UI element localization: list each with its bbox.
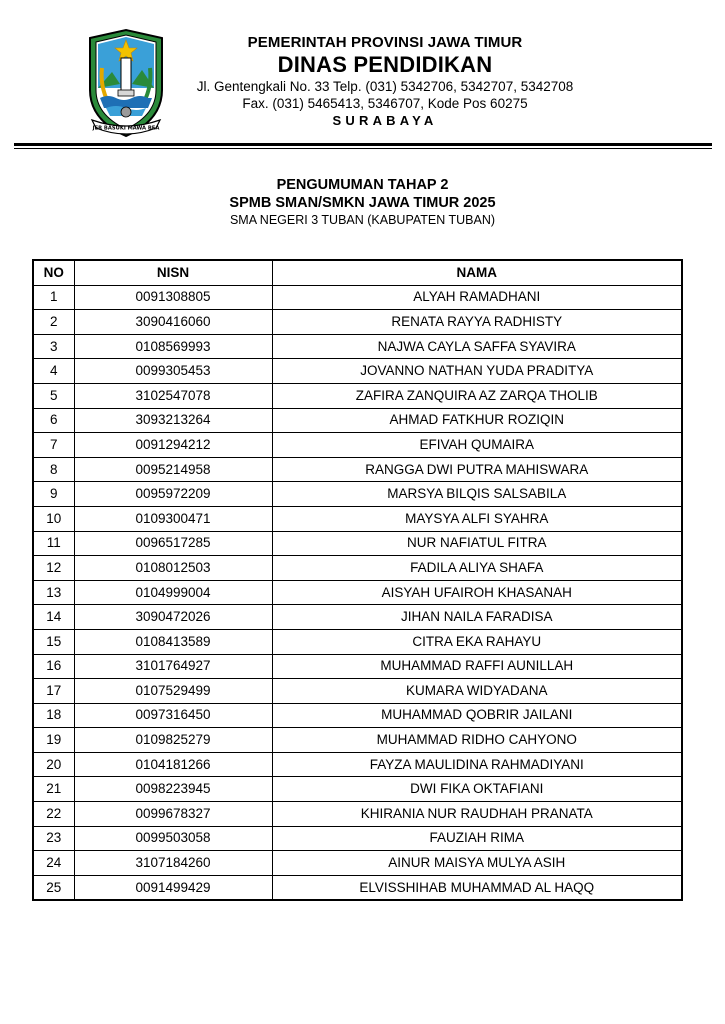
row-nama: DWI FIKA OKTAFIANI: [272, 777, 682, 802]
row-number: 24: [33, 851, 74, 876]
table-row: [33, 433, 682, 458]
table-row: [33, 457, 682, 482]
row-number: 15: [33, 629, 74, 654]
row-number: 9: [33, 482, 74, 507]
row-nama: MAYSYA ALFI SYAHRA: [272, 506, 682, 531]
row-number: 8: [33, 457, 74, 482]
department-name: DINAS PENDIDIKAN: [277, 52, 493, 77]
row-nama: ELVISSHIHAB MUHAMMAD AL HAQQ: [272, 875, 682, 900]
table-row: [33, 334, 682, 359]
table-row: [33, 728, 682, 753]
table-row: [33, 752, 682, 777]
row-number: 13: [33, 580, 74, 605]
row-nisn: 0095214958: [74, 457, 272, 482]
row-nisn: 0108413589: [74, 629, 272, 654]
row-nisn: 3090416060: [74, 310, 272, 335]
letterhead-divider-thin: [14, 148, 712, 149]
row-nama: RENATA RAYYA RADHISTY: [272, 310, 682, 335]
row-nama: NUR NAFIATUL FITRA: [272, 531, 682, 556]
row-nama: CITRA EKA RAHAYU: [272, 629, 682, 654]
row-number: 21: [33, 777, 74, 802]
row-nama: KUMARA WIDYADANA: [272, 679, 682, 704]
row-nisn: 0104181266: [74, 752, 272, 777]
row-nama: AISYAH UFAIROH KHASANAH: [272, 580, 682, 605]
table-row: [33, 408, 682, 433]
row-number: 12: [33, 556, 74, 581]
row-number: 7: [33, 433, 74, 458]
row-nama: MUHAMMAD RIDHO CAHYONO: [272, 728, 682, 753]
row-nisn: 0091499429: [74, 875, 272, 900]
row-nama: FAYZA MAULIDINA RAHMADIYANI: [272, 752, 682, 777]
row-number: 22: [33, 802, 74, 827]
letterhead: [180, 34, 590, 130]
table-row: [33, 531, 682, 556]
government-name: PEMERINTAH PROVINSI JAWA TIMUR: [247, 34, 523, 51]
table-row: [33, 802, 682, 827]
table-row: [33, 654, 682, 679]
row-number: 3: [33, 334, 74, 359]
row-number: 1: [33, 285, 74, 310]
row-nisn: 3107184260: [74, 851, 272, 876]
row-nisn: 0109825279: [74, 728, 272, 753]
row-nama: ZAFIRA ZANQUIRA AZ ZARQA THOLIB: [272, 383, 682, 408]
header-nisn: NISN: [74, 260, 272, 285]
header-nama: NAMA: [272, 260, 682, 285]
row-number: 17: [33, 679, 74, 704]
row-nama: FADILA ALIYA SHAFA: [272, 556, 682, 581]
row-nisn: 0104999004: [74, 580, 272, 605]
row-number: 10: [33, 506, 74, 531]
east-java-coat-of-arms-logo: [86, 28, 166, 140]
row-nisn: 0107529499: [74, 679, 272, 704]
row-nama: NAJWA CAYLA SAFFA SYAVIRA: [272, 334, 682, 359]
row-nisn: 0108569993: [74, 334, 272, 359]
table-row: [33, 285, 682, 310]
row-nama: EFIVAH QUMAIRA: [272, 433, 682, 458]
row-nisn: 3101764927: [74, 654, 272, 679]
table-row: [33, 679, 682, 704]
row-number: 20: [33, 752, 74, 777]
row-nama: AHMAD FATKHUR ROZIQIN: [272, 408, 682, 433]
school-name: SMA NEGERI 3 TUBAN (KABUPATEN TUBAN): [229, 213, 496, 227]
table-row: [33, 383, 682, 408]
table-row: [33, 580, 682, 605]
row-nama: MUHAMMAD RAFFI AUNILLAH: [272, 654, 682, 679]
row-nama: MUHAMMAD QOBRIR JAILANI: [272, 703, 682, 728]
row-number: 19: [33, 728, 74, 753]
table-header-row: [33, 260, 682, 285]
row-number: 5: [33, 383, 74, 408]
row-nisn: 0099503058: [74, 826, 272, 851]
row-nama: FAUZIAH RIMA: [272, 826, 682, 851]
row-nisn: 0098223945: [74, 777, 272, 802]
row-nisn: 0095972209: [74, 482, 272, 507]
table-row: [33, 556, 682, 581]
logo-motto: JER BASUKI MAWA BEA: [92, 125, 160, 132]
row-number: 2: [33, 310, 74, 335]
fax-line: Fax. (031) 5465413, 5346707, Kode Pos 60275: [242, 96, 528, 111]
student-list-table: [32, 259, 683, 901]
row-nisn: 3102547078: [74, 383, 272, 408]
row-nama: JOVANNO NATHAN YUDA PRADITYA: [272, 359, 682, 384]
row-nisn: 0091294212: [74, 433, 272, 458]
table-row: [33, 851, 682, 876]
row-nama: MARSYA BILQIS SALSABILA: [272, 482, 682, 507]
address-line: Jl. Gentengkali No. 33 Telp. (031) 5342706, 5342707, 5342708: [196, 79, 574, 94]
table-row: [33, 359, 682, 384]
header-no: NO: [33, 260, 74, 285]
table-row: [33, 777, 682, 802]
row-nisn: 0099678327: [74, 802, 272, 827]
row-number: 4: [33, 359, 74, 384]
table-row: [33, 482, 682, 507]
row-nama: RANGGA DWI PUTRA MAHISWARA: [272, 457, 682, 482]
table-row: [33, 605, 682, 630]
row-nama: ALYAH RAMADHANI: [272, 285, 682, 310]
row-nisn: 0108012503: [74, 556, 272, 581]
announcement-title: PENGUMUMAN TAHAP 2: [276, 177, 449, 193]
table-row: [33, 875, 682, 900]
row-number: 6: [33, 408, 74, 433]
row-nama: JIHAN NAILA FARADISA: [272, 605, 682, 630]
table-row: [33, 826, 682, 851]
row-nisn: 0096517285: [74, 531, 272, 556]
announcement-subtitle: SPMB SMAN/SMKN JAWA TIMUR 2025: [229, 195, 496, 211]
announcement-title-block: [160, 176, 565, 228]
row-number: 11: [33, 531, 74, 556]
row-number: 16: [33, 654, 74, 679]
row-number: 23: [33, 826, 74, 851]
letterhead-divider-thick: [14, 143, 712, 146]
table-row: [33, 629, 682, 654]
row-number: 14: [33, 605, 74, 630]
row-nisn: 0099305453: [74, 359, 272, 384]
table-row: [33, 506, 682, 531]
row-nisn: 0109300471: [74, 506, 272, 531]
row-nisn: 3090472026: [74, 605, 272, 630]
table-row: [33, 703, 682, 728]
row-nama: AINUR MAISYA MULYA ASIH: [272, 851, 682, 876]
row-nisn: 3093213264: [74, 408, 272, 433]
row-nama: KHIRANIA NUR RAUDHAH PRANATA: [272, 802, 682, 827]
row-nisn: 0097316450: [74, 703, 272, 728]
city-name: SURABAYA: [332, 113, 438, 128]
row-nisn: 0091308805: [74, 285, 272, 310]
row-number: 25: [33, 875, 74, 900]
row-number: 18: [33, 703, 74, 728]
table-row: [33, 310, 682, 335]
